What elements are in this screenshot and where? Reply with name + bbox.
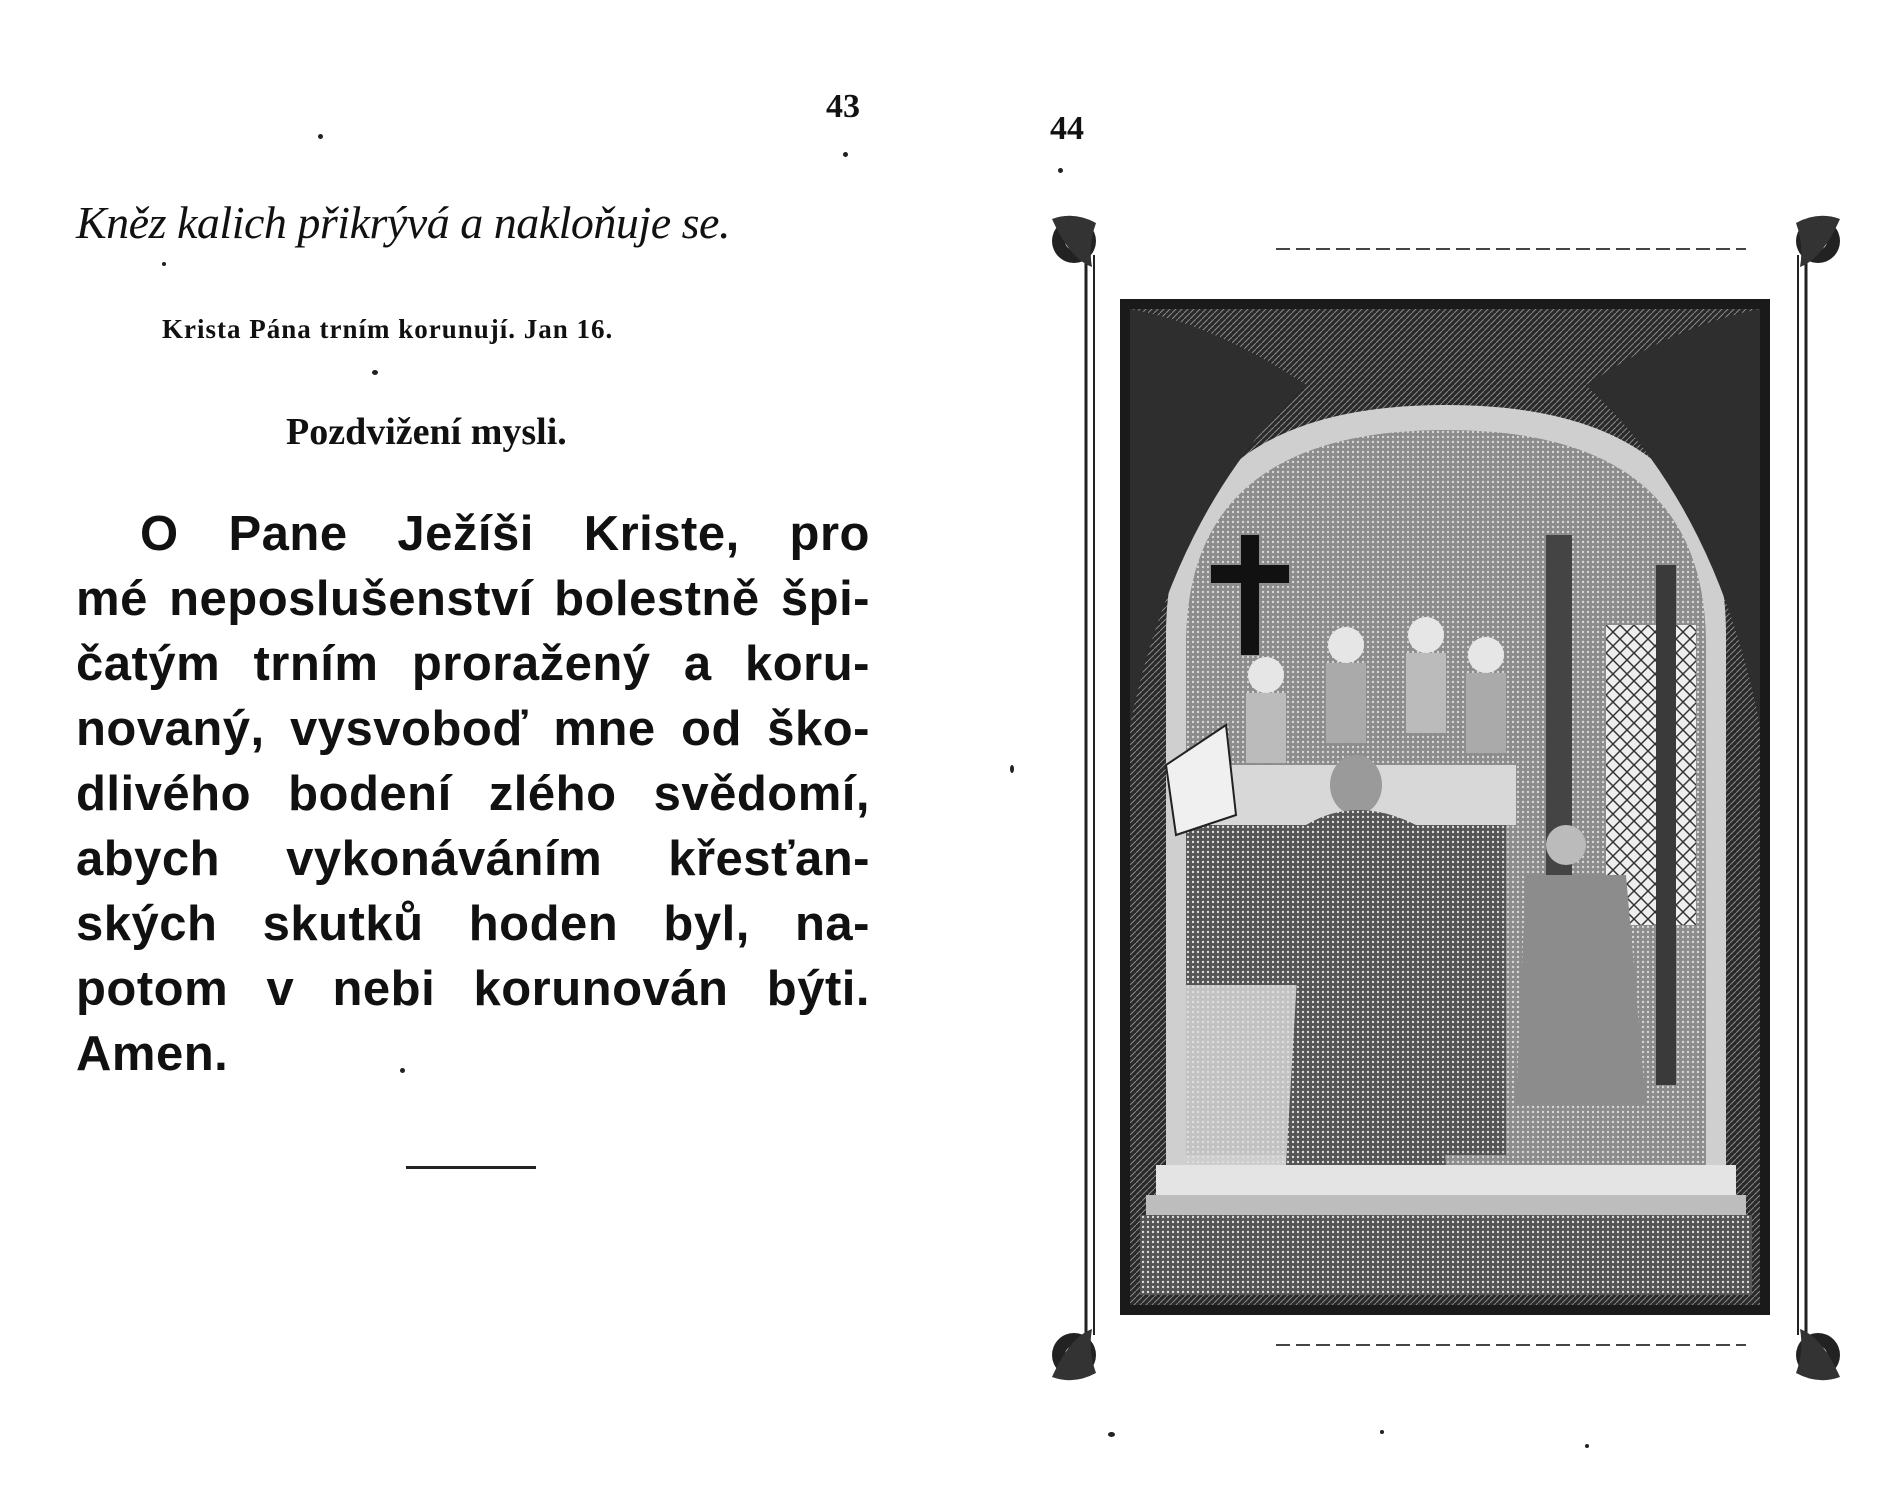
prayer-line: abych vykonáváním křesťan- bbox=[76, 832, 870, 886]
engraving-frame bbox=[1046, 205, 1846, 1385]
prayer-line: mé neposlušenství bolestně špi- bbox=[76, 572, 870, 626]
prayer-text bbox=[76, 502, 870, 1087]
scan-speck bbox=[1108, 1432, 1115, 1437]
page-number-left: 43 bbox=[826, 88, 860, 125]
scan-speck bbox=[843, 152, 848, 157]
fleuron-corner-icon bbox=[1796, 1329, 1840, 1380]
prayer-title: Pozdvižení mysli. bbox=[286, 411, 567, 453]
prayer-line: novaný, vysvoboď mne od ško- bbox=[76, 702, 870, 756]
scan-speck bbox=[372, 370, 378, 375]
scan-speck bbox=[1058, 168, 1063, 173]
scan-speck bbox=[1380, 1430, 1384, 1434]
scan-speck bbox=[400, 1068, 405, 1073]
scan-speck bbox=[318, 134, 323, 139]
scan-speck bbox=[1585, 1444, 1589, 1448]
closing-rule bbox=[406, 1166, 536, 1169]
fleuron-corner-icon bbox=[1052, 216, 1096, 267]
scan-speck bbox=[162, 262, 166, 266]
prayer-line: dlivého bodení zlého svědomí, bbox=[76, 767, 870, 821]
scan-speck bbox=[1010, 765, 1014, 773]
page-number-right: 44 bbox=[1050, 110, 1084, 147]
engraving-priest-at-altar bbox=[1120, 299, 1770, 1315]
prayer-line: ských skutků hoden byl, na- bbox=[76, 897, 870, 951]
rubric-line: Kněz kalich přikrývá a nakloňuje se. bbox=[76, 197, 730, 248]
fleuron-corner-icon bbox=[1796, 216, 1840, 267]
prayer-line: O Pane Ježíši Kriste, pro bbox=[140, 507, 870, 561]
prayer-line: potom v nebi korunován býti. bbox=[76, 962, 870, 1016]
prayer-line: čatým trním proražený a koru- bbox=[76, 637, 870, 691]
fleuron-corner-icon bbox=[1052, 1329, 1096, 1380]
section-subheading: Krista Pána trním korunují. Jan 16. bbox=[162, 314, 614, 344]
prayer-line: Amen. bbox=[76, 1027, 229, 1081]
